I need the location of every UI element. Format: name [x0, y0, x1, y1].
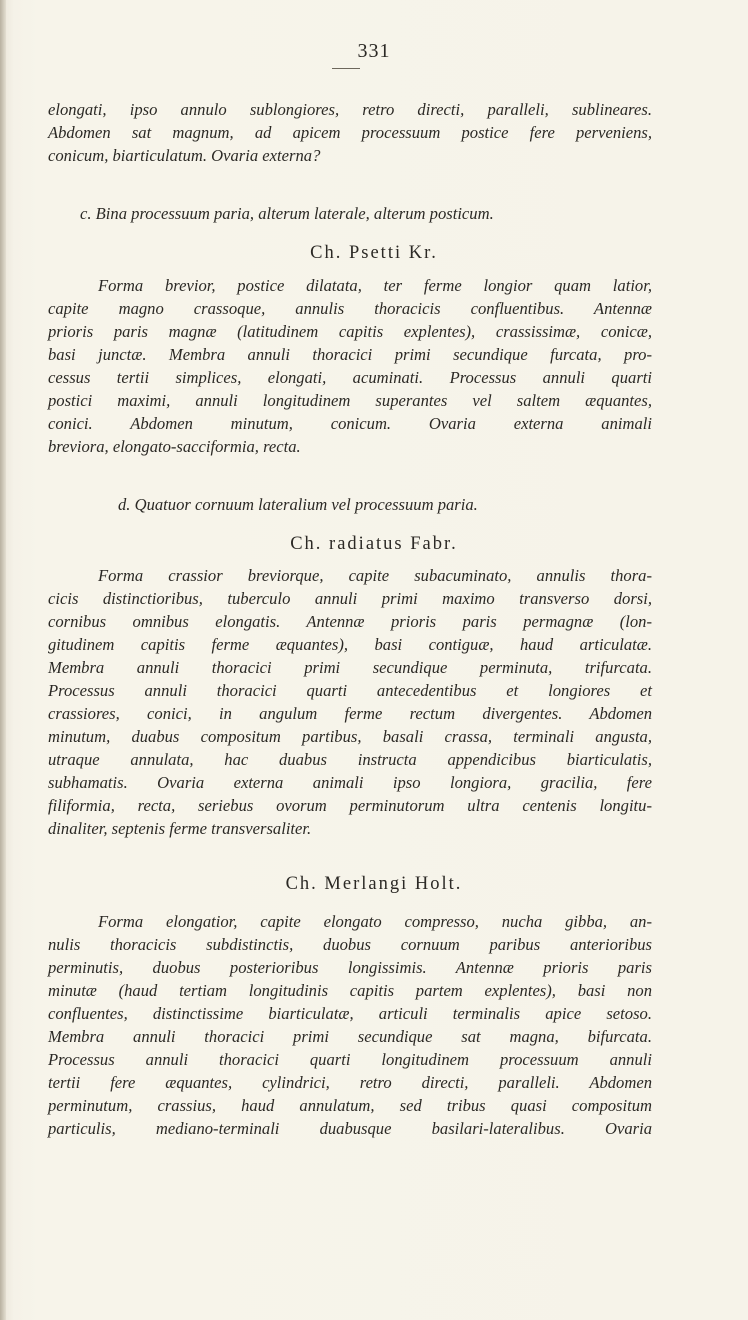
page-binding-edge [0, 0, 6, 1320]
text-line: conici. Abdomen minutum, conicum. Ovaria externa animali [48, 414, 652, 433]
page-number: 331 [357, 40, 391, 62]
text-line: Processus annuli thoracici quarti antecedentibus et longiores et [48, 681, 652, 700]
text-line: postici maximi, annuli longitudinem superantes vel saltem æquantes, [48, 391, 652, 410]
page-number-rule [332, 68, 360, 69]
text-line: perminutis, duobus posterioribus longissimis. Antennæ prioris paris [48, 958, 652, 977]
text-line: minutum, duabus compositum partibus, basali crassa, terminali angusta, [48, 727, 652, 746]
subsection-d: d. Quatuor cornuum lateralium vel processuum paria. [118, 495, 478, 514]
text-line: Forma brevior, postice dilatata, ter ferme longior quam latior, [98, 276, 652, 295]
heading-psetti: Ch. Psetti Kr. [310, 243, 438, 263]
text-line: confluentes, distinctissime biarticulatæ, articuli terminalis apice setoso. [48, 1004, 652, 1023]
text-line: basi junctæ. Membra annuli thoracici primi secundique furcata, pro- [48, 345, 652, 364]
text-line: utraque annulata, hac duabus instructa appendicibus biarticulatis, [48, 750, 652, 769]
subsection-c: c. Bina processuum paria, alterum laterale, alterum posticum. [80, 204, 494, 223]
text-line: crassiores, conici, in angulum ferme rectum divergentes. Abdomen [48, 704, 652, 723]
text-line: Membra annuli thoracici primi secundique sat magna, bifurcata. [48, 1027, 652, 1046]
text-line: Membra annuli thoracici primi secundique perminuta, trifurcata. [48, 658, 652, 677]
text-line: Forma crassior breviorque, capite subacuminato, annulis thora- [98, 566, 652, 585]
text-line: cicis distinctioribus, tuberculo annuli primi maximo transverso dorsi, [48, 589, 652, 608]
text-line: prioris paris magnæ (latitudinem capitis explentes), crassissimæ, conicæ, [48, 322, 652, 341]
text-line: particulis, mediano-terminali duabusque basilari-lateralibus. Ovaria [48, 1119, 652, 1138]
text-line: minutæ (haud tertiam longitudinis capitis partem explentes), basi non [48, 981, 652, 1000]
text-line: filiformia, recta, seriebus ovorum perminutorum ultra centenis longitu- [48, 796, 652, 815]
heading-radiatus: Ch. radiatus Fabr. [290, 534, 458, 554]
text-line: perminutum, crassius, haud annulatum, sed tribus quasi compositum [48, 1096, 652, 1115]
text-line: conicum, biarticulatum. Ovaria externa? [48, 146, 321, 165]
text-line: cornibus omnibus elongatis. Antennæ prioris paris permagnæ (lon- [48, 612, 652, 631]
text-line: nulis thoracicis subdistinctis, duobus cornuum paribus anterioribus [48, 935, 652, 954]
text-line: tertii fere æquantes, cylindrici, retro directi, paralleli. Abdomen [48, 1073, 652, 1092]
text-line: cessus tertii simplices, elongati, acuminati. Processus annuli quarti [48, 368, 652, 387]
text-line: elongati, ipso annulo sublongiores, retro directi, paralleli, sublineares. [48, 100, 652, 119]
text-line: gitudinem capitis ferme æquantes), basi contiguæ, haud articulatæ. [48, 635, 652, 654]
text-line: Forma elongatior, capite elongato compresso, nucha gibba, an- [98, 912, 652, 931]
text-line: capite magno crassoque, annulis thoracicis confluentibus. Antennæ [48, 299, 652, 318]
text-line: Abdomen sat magnum, ad apicem processuum postice fere perveniens, [48, 123, 652, 142]
heading-merlangi: Ch. Merlangi Holt. [285, 874, 463, 894]
text-line: dinaliter, septenis ferme transversaliter. [48, 819, 312, 838]
text-line: breviora, elongato-sacciformia, recta. [48, 437, 301, 456]
text-line: subhamatis. Ovaria externa animali ipso longiora, gracilia, fere [48, 773, 652, 792]
text-line: Processus annuli thoracici quarti longitudinem processuum annuli [48, 1050, 652, 1069]
